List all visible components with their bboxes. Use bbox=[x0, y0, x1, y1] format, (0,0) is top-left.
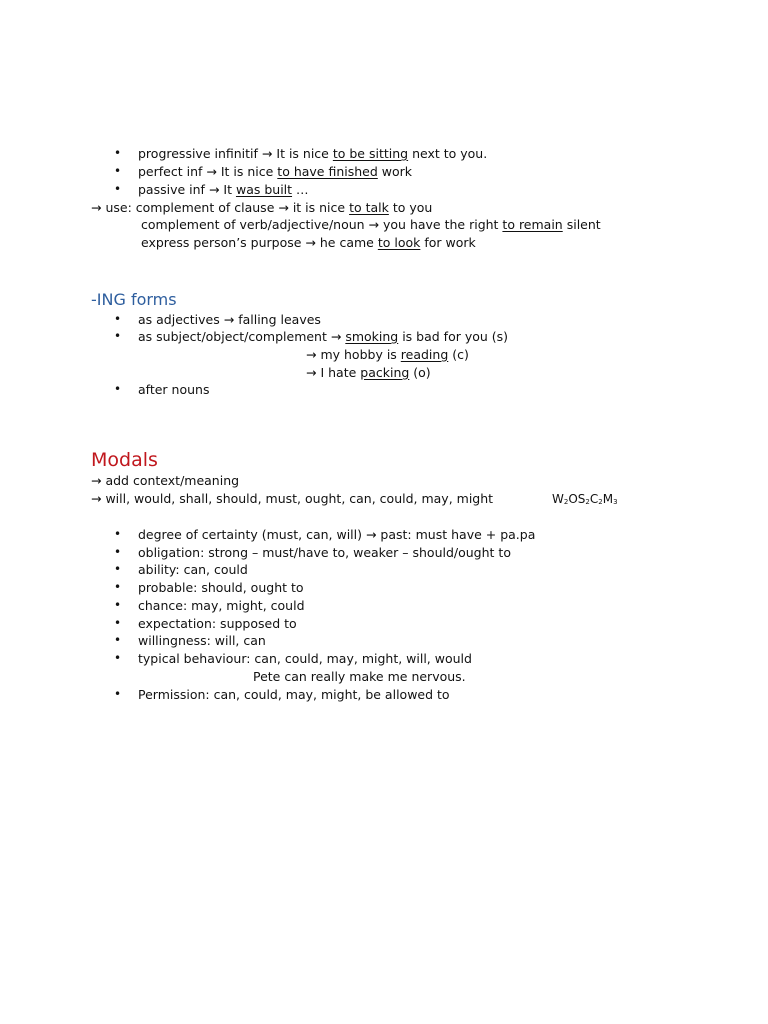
modals-list-line: → will, would, shall, should, must, ought, can, could, may, might bbox=[91, 491, 494, 506]
modals-typical-behaviour-item: typical behaviour: can, could, may, might, will, would bbox=[138, 651, 472, 666]
arrow-icon: → bbox=[208, 182, 220, 197]
arrow-icon: → bbox=[365, 527, 377, 542]
arrow-icon: → bbox=[91, 473, 102, 488]
ing-after-nouns-item: after nouns bbox=[138, 382, 210, 397]
bullet: • bbox=[114, 651, 122, 665]
arrow-icon: → bbox=[206, 164, 217, 179]
modals-expectation-item: expectation: supposed to bbox=[138, 616, 297, 631]
bullet: • bbox=[114, 182, 122, 196]
ing-hate-line: → I hate packing (o) bbox=[306, 365, 431, 380]
bullet: • bbox=[114, 633, 122, 647]
modals-formula: $W_2OS_2C_2M_3$ bbox=[552, 492, 618, 506]
infinitive-item-perfect: perfect inf → It is nice to have finished work bbox=[138, 164, 413, 179]
bullet: • bbox=[114, 146, 122, 160]
ing-adjectives-item: as adjectives → falling leaves bbox=[138, 312, 321, 327]
bullet: • bbox=[114, 164, 122, 178]
modals-obligation-item: obligation: strong – must/have to, weaker – should/ought to bbox=[138, 545, 511, 560]
arrow-icon: → bbox=[330, 329, 342, 344]
arrow-icon: → bbox=[223, 312, 235, 327]
modals-ability-item: ability: can, could bbox=[138, 562, 248, 577]
modals-context-line: → add context/meaning bbox=[91, 473, 240, 488]
modals-chance-item: chance: may, might, could bbox=[138, 598, 305, 613]
modals-heading: Modals bbox=[91, 449, 158, 471]
modals-probable-item: probable: should, ought to bbox=[138, 580, 304, 595]
bullet: • bbox=[114, 562, 122, 576]
infinitive-purpose-line: express person’s purpose → he came to look for work bbox=[141, 235, 476, 250]
infinitive-item-passive: passive inf → It was built … bbox=[138, 182, 309, 197]
infinitive-complement-line: complement of verb/adjective/noun → you have the right to remain silent bbox=[141, 217, 601, 232]
arrow-icon: → bbox=[278, 200, 289, 215]
ing-subject-item: as subject/object/complement → smoking is bad for you (s) bbox=[138, 329, 509, 344]
infinitive-item-progressive: progressive infinitif → It is nice to be sitting next to you. bbox=[138, 146, 488, 161]
modals-example-line: Pete can really make me nervous. bbox=[253, 669, 466, 684]
bullet: • bbox=[114, 312, 122, 326]
bullet: • bbox=[114, 598, 122, 612]
arrow-icon: → bbox=[306, 347, 317, 362]
modals-certainty-item: degree of certainty (must, can, will) → past: must have + pa.pa bbox=[138, 527, 536, 542]
ing-forms-heading: -ING forms bbox=[91, 290, 177, 309]
bullet: • bbox=[114, 382, 122, 396]
bullet: • bbox=[114, 329, 122, 343]
arrow-icon: → bbox=[368, 217, 380, 232]
arrow-icon: → bbox=[306, 365, 317, 380]
bullet: • bbox=[114, 580, 122, 594]
modals-permission-item: Permission: can, could, may, might, be allowed to bbox=[138, 687, 450, 702]
infinitive-use-line: → use: complement of clause → it is nice to talk to you bbox=[91, 200, 433, 215]
arrow-icon: → bbox=[91, 200, 102, 215]
arrow-icon: → bbox=[91, 491, 102, 506]
modals-willingness-item: willingness: will, can bbox=[138, 633, 266, 648]
bullet: • bbox=[114, 687, 122, 701]
ing-hobby-line: → my hobby is reading (c) bbox=[306, 347, 469, 362]
arrow-icon: → bbox=[261, 146, 273, 161]
bullet: • bbox=[114, 545, 122, 559]
arrow-icon: → bbox=[305, 235, 316, 250]
bullet: • bbox=[114, 616, 122, 630]
bullet: • bbox=[114, 527, 122, 541]
